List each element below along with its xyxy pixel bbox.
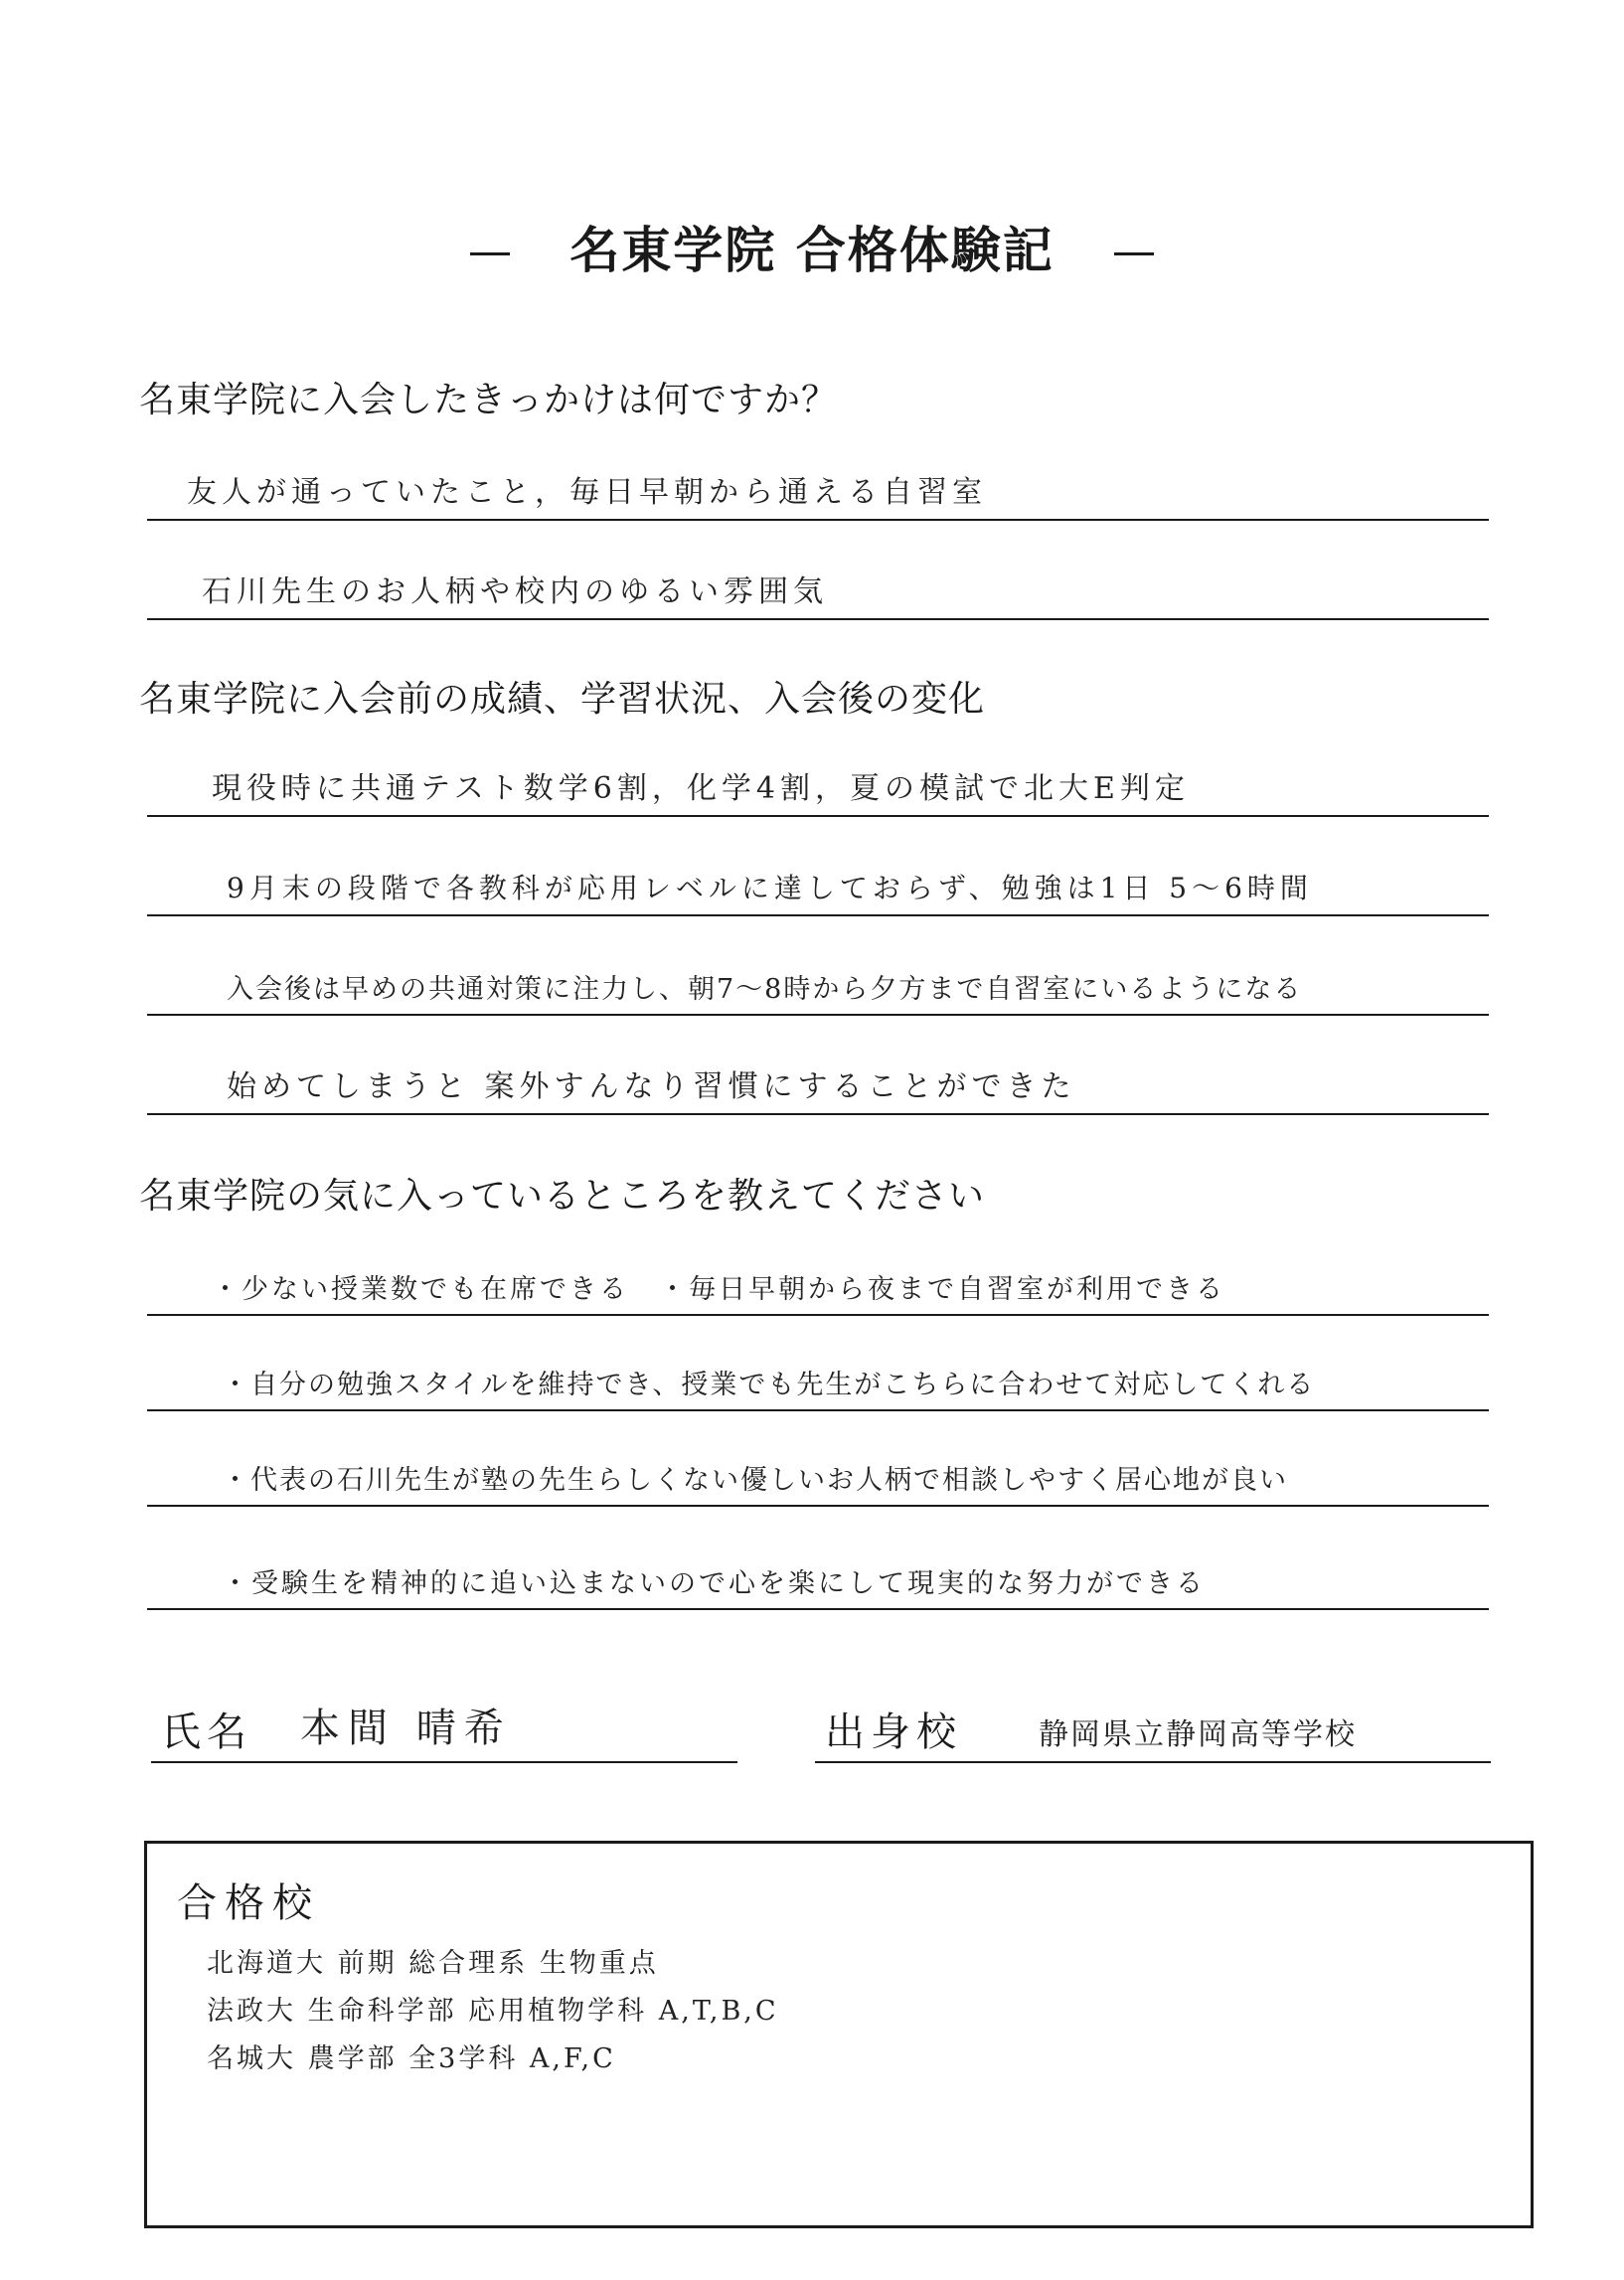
question-3-label: 名東学院の気に入っているところを教えてください [139, 1176, 986, 1217]
answer-text: 始めてしまうと 案外すんなり習慣にすることができた [227, 1069, 1076, 1104]
answer-text: ・代表の石川先生が塾の先生らしくない優しいお人柄で相談しやすく居心地が良い [222, 1465, 1288, 1496]
accepted-school-item: 名城大 農学部 全3学科 A,F,C [207, 2043, 616, 2074]
accepted-school-item: 法政大 生命科学部 応用植物学科 A,T,B,C [207, 1996, 779, 2027]
answer-line [147, 952, 1489, 1016]
page-title [0, 211, 1624, 282]
answer-text: 9月末の段階で各教科が応用レベルに達しておらず、勉強は1日 5～6時間 [227, 872, 1313, 904]
name-value: 本間 晴希 [300, 1706, 512, 1751]
answer-text: ・受験生を精神的に追い込まないので心を楽にして現実的な努力ができる [222, 1568, 1206, 1599]
answer-line [147, 1348, 1489, 1411]
answer-line [147, 1443, 1489, 1507]
answer-line [147, 753, 1489, 817]
school-label: 出身校 [825, 1710, 962, 1755]
question-1-label: 名東学院に入会したきっかけは何ですか？ [139, 380, 839, 420]
answer-line [147, 1547, 1489, 1610]
answer-text: 友人が通っていたこと，毎日早朝から通える自習室 [187, 475, 987, 510]
answer-text: ・少ない授業数でも在席できる ・毎日早朝から夜まで自習室が利用できる [212, 1274, 1225, 1305]
answer-text: 現役時に共通テスト数学6割，化学4割，夏の模試で北大E判定 [212, 771, 1190, 806]
answer-line [147, 1052, 1489, 1115]
school-value: 静岡県立静岡高等学校 [1039, 1717, 1357, 1752]
answer-text: 入会後は早めの共通対策に注力し、朝7～8時から夕方まで自習室にいるようになる [227, 974, 1303, 1005]
name-label: 氏名 [161, 1710, 252, 1755]
answer-line [147, 557, 1489, 620]
title-text: 名東学院 合格体験記 [569, 222, 1055, 279]
name-field [151, 1704, 737, 1763]
accepted-school-item: 北海道大 前期 総合理系 生物重点 [207, 1948, 659, 1979]
answer-line [147, 1252, 1489, 1316]
accepted-schools-title: 合格校 [177, 1880, 320, 1926]
question-2-label: 名東学院に入会前の成績、学習状況、入会後の変化 [139, 679, 986, 720]
title-dash-right [1114, 252, 1154, 255]
accepted-schools-box [144, 1841, 1534, 2228]
answer-text: 石川先生のお人柄や校内のゆるい雰囲気 [202, 574, 828, 609]
answer-line [147, 457, 1489, 521]
answer-text: ・自分の勉強スタイルを維持でき、授業でも先生がこちらに合わせて対応してくれる [222, 1370, 1316, 1400]
answer-line [147, 853, 1489, 916]
school-field [815, 1704, 1491, 1763]
title-dash-left [470, 252, 510, 255]
